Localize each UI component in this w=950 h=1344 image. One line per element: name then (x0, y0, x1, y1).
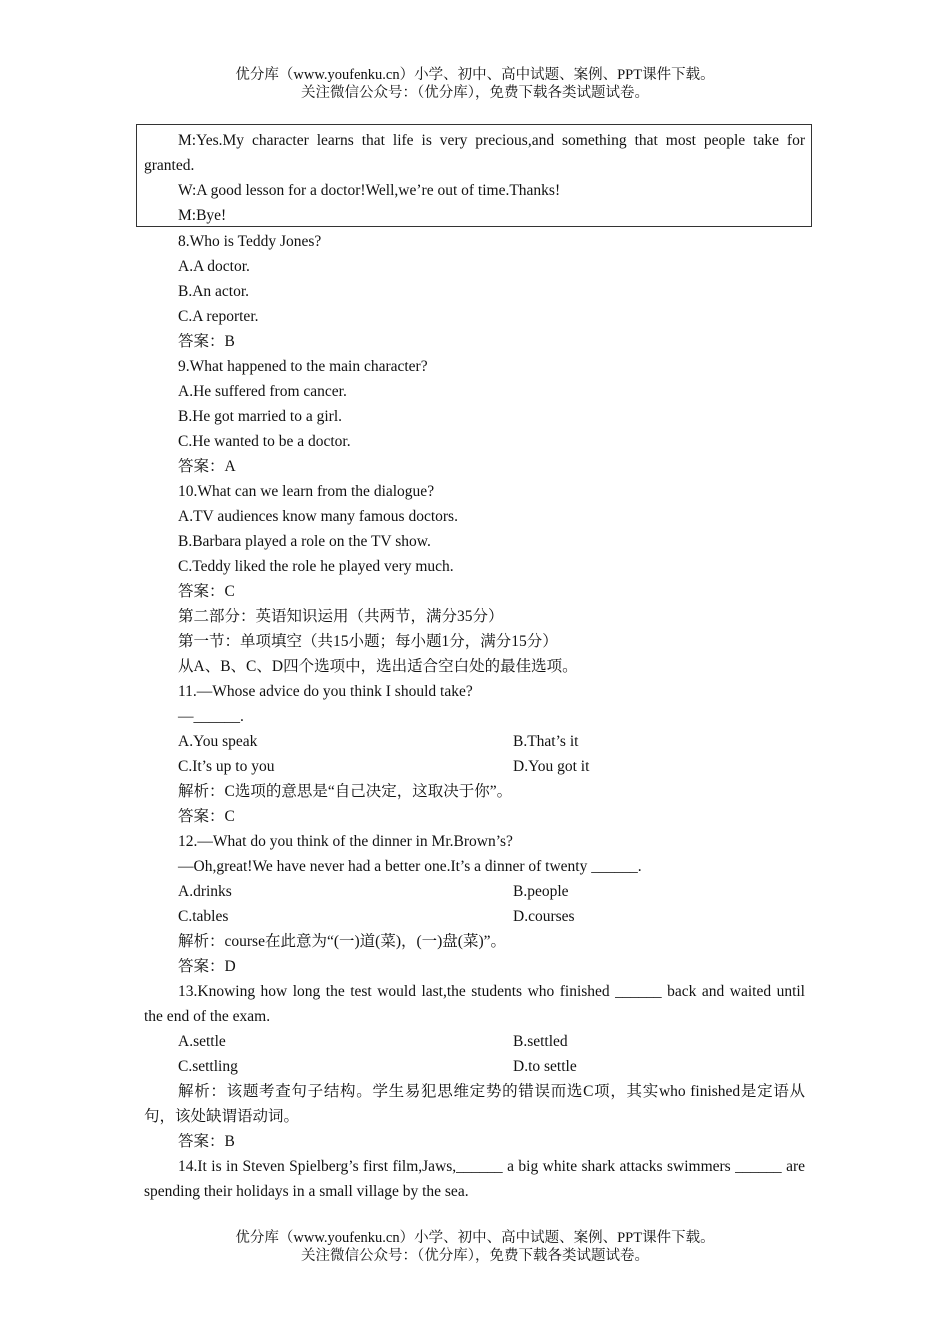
footer-line-1: 优分库（www.youfenku.cn）小学、初中、高中试题、案例、PPT课件下载。 (235, 1230, 715, 1246)
options-row (144, 729, 805, 754)
option-c: C.It’s up to you (178, 758, 275, 775)
question-reply: —Oh,great!We have never had a better one.It’s a dinner of twenty ______. (178, 858, 642, 875)
option-b: B.people (513, 883, 569, 900)
answer: 答案：B (178, 1133, 235, 1150)
option-b: B.settled (513, 1033, 568, 1050)
options-row (144, 879, 805, 904)
option-b: B.An actor. (178, 283, 250, 300)
dialogue-line: M:Yes.My character learns that life is very precious,and something that most people take for granted. (144, 132, 805, 174)
answer: 答案：C (178, 583, 235, 600)
option-b: B.Barbara played a role on the TV show. (178, 533, 431, 550)
question-11 (144, 679, 805, 829)
option-d: D.You got it (513, 758, 590, 775)
question-9 (144, 354, 805, 479)
header-line-1: 优分库（www.youfenku.cn）小学、初中、高中试题、案例、PPT课件下载。 (235, 67, 715, 83)
options-row (144, 1054, 805, 1079)
section-instruction: 从A、B、C、D四个选项中，选出适合空白处的最佳选项。 (178, 658, 578, 675)
question-13 (144, 979, 805, 1154)
option-c: C.He wanted to be a doctor. (178, 433, 351, 450)
question-10 (144, 479, 805, 604)
options-row (144, 904, 805, 929)
question-text: 9.What happened to the main character? (178, 358, 428, 375)
option-b: B.He got married to a girl. (178, 408, 342, 425)
answer: 答案：A (178, 458, 236, 475)
question-text: 13.Knowing how long the test would last,the students who finished ______ back and waited until the end of the exam. (144, 983, 805, 1025)
section-2-heading (144, 604, 805, 679)
question-text: 14.It is in Steven Spielberg’s first film,Jaws,______ a big white shark attacks swimmers ______ are spending their holidays in a small village by the sea. (144, 1158, 805, 1200)
section-subtitle: 第一节：单项填空（共15小题；每小题1分，满分15分） (178, 633, 558, 650)
option-c: C.Teddy liked the role he played very much. (178, 558, 454, 575)
question-text: 8.Who is Teddy Jones? (178, 233, 322, 250)
analysis: 解析：该题考查句子结构。学生易犯思维定势的错误而选C项，其实who finished是定语从句，该处缺谓语动词。 (144, 1083, 805, 1125)
footer-line-2: 关注微信公众号：（优分库），免费下载各类试题试卷。 (301, 1248, 649, 1264)
question-12 (144, 829, 805, 979)
dialogue-line: M:Bye! (178, 207, 227, 224)
option-a: A.You speak (178, 733, 258, 750)
options-row (144, 754, 805, 779)
analysis: 解析：course在此意为“(一)道(菜)，(一)盘(菜)”。 (178, 933, 507, 950)
question-text: 12.—What do you think of the dinner in Mr.Brown’s? (178, 833, 513, 850)
question-text: 10.What can we learn from the dialogue? (178, 483, 435, 500)
option-c: C.settling (178, 1058, 238, 1075)
header-line-2: 关注微信公众号：（优分库），免费下载各类试题试卷。 (301, 85, 649, 101)
option-a: A.settle (178, 1033, 226, 1050)
dialogue-line: W:A good lesson for a doctor!Well,we’re out of time.Thanks! (178, 182, 561, 199)
option-d: D.courses (513, 908, 575, 925)
option-c: C.A reporter. (178, 308, 259, 325)
question-14 (144, 1154, 805, 1204)
dialogue-text (144, 128, 805, 229)
option-d: D.to settle (513, 1058, 577, 1075)
section-title: 第二部分：英语知识运用（共两节，满分35分） (178, 608, 504, 625)
answer: 答案：C (178, 808, 235, 825)
option-a: A.A doctor. (178, 258, 250, 275)
answer: 答案：D (178, 958, 236, 975)
option-c: C.tables (178, 908, 229, 925)
option-b: B.That’s it (513, 733, 579, 750)
page-footer (0, 1229, 950, 1265)
option-a: A.drinks (178, 883, 232, 900)
option-a: A.TV audiences know many famous doctors. (178, 508, 458, 525)
options-row (144, 1029, 805, 1054)
question-text: 11.—Whose advice do you think I should take? (178, 683, 473, 700)
analysis: 解析：C选项的意思是“自己决定，这取决于你”。 (178, 783, 513, 800)
answer: 答案：B (178, 333, 235, 350)
question-8 (144, 229, 805, 354)
option-a: A.He suffered from cancer. (178, 383, 347, 400)
question-blank: —______. (178, 708, 244, 725)
document-body (144, 128, 805, 1204)
page-header (0, 66, 950, 102)
